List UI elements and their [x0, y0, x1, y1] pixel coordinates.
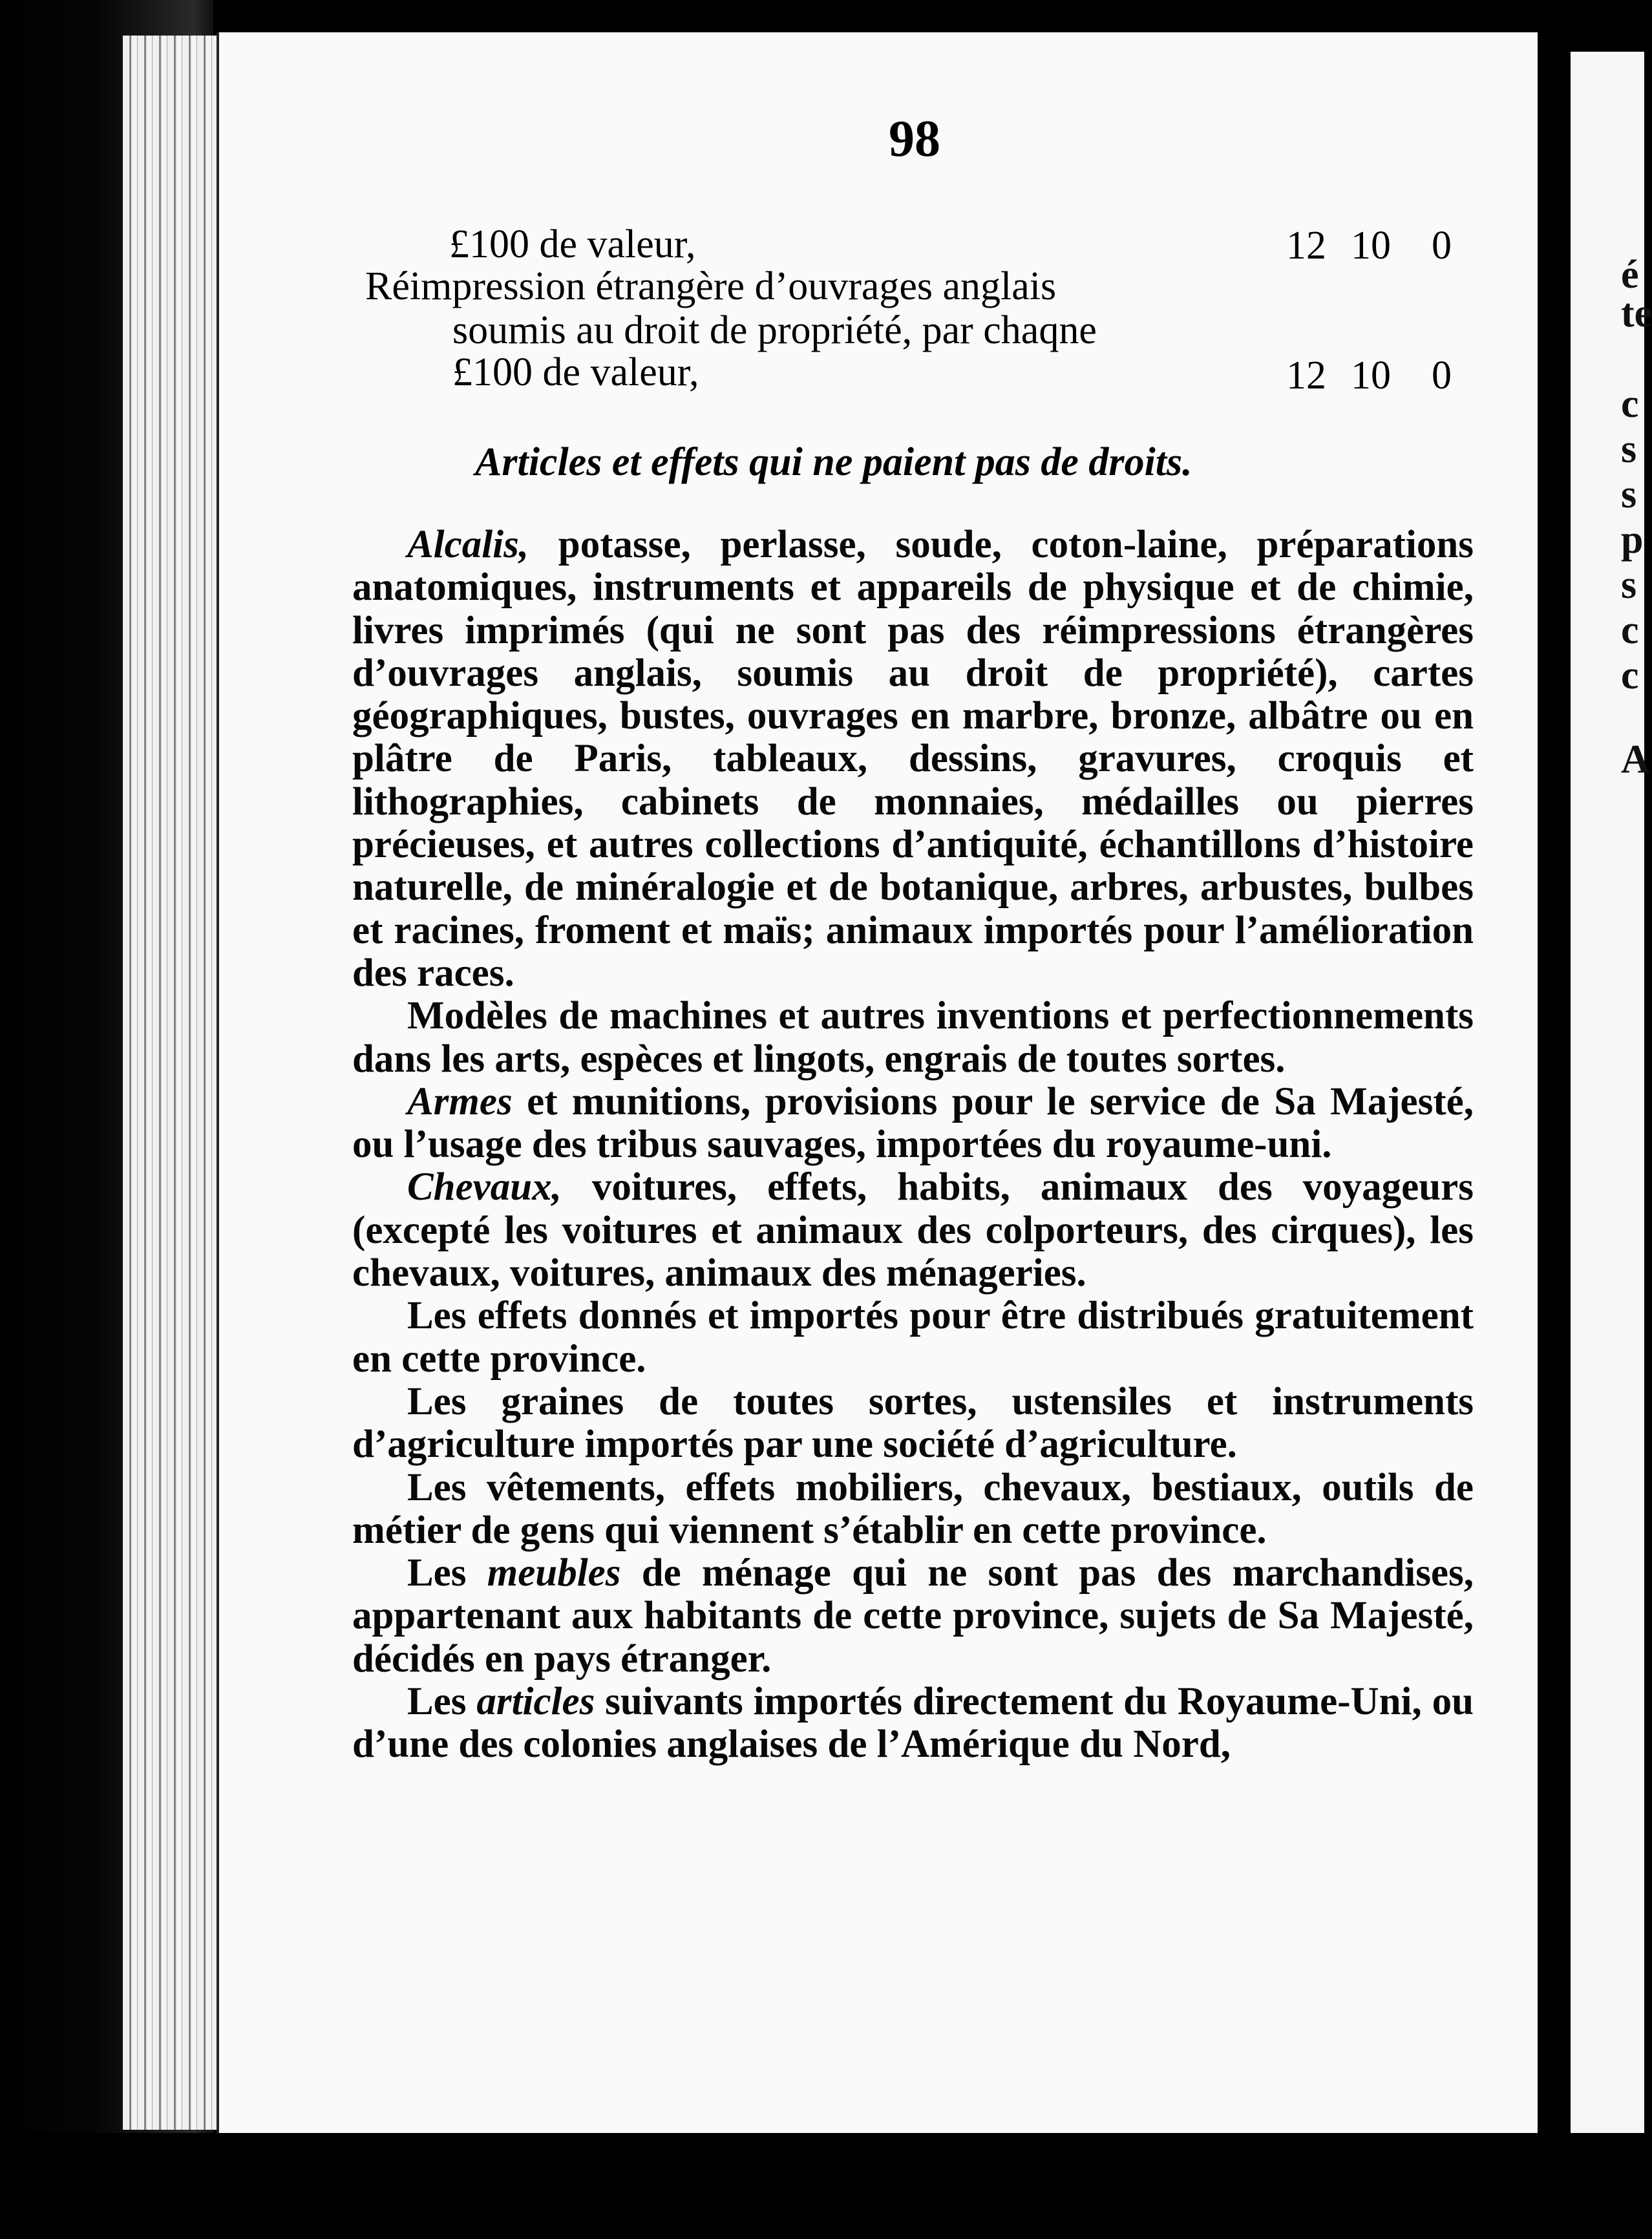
lead-term: Chevaux,: [407, 1165, 562, 1209]
facing-page-fragment: c: [1621, 608, 1639, 652]
lead-term: Alcalis,: [407, 523, 529, 566]
amount-shillings: 10: [1351, 354, 1391, 398]
paragraph-text: Les: [407, 1680, 477, 1724]
duty-line-1: £100 de valeur,: [449, 222, 696, 266]
paragraph-text: voitures, effets, habits, animaux des voyageurs (excepté les voitures et animaux des colporteurs, des cirques), les chevaux, voitures, animaux des ménageries.: [352, 1165, 1474, 1295]
facing-page-fragment: s: [1621, 472, 1637, 516]
paragraph: Les vêtements, effets mobiliers, chevaux, bestiaux, outils de métier de gens qui viennent s’établir en cette province.: [352, 1465, 1474, 1552]
facing-page-fragment: c: [1621, 653, 1639, 697]
paragraph: [352, 1681, 1474, 1767]
bottom-shadow: [0, 2133, 1644, 2239]
emphasized-term: articles: [476, 1680, 595, 1724]
facing-page-fragment: p: [1621, 518, 1644, 562]
paragraph: [352, 1081, 1474, 1167]
duty-line-2: Réimpression étrangère d’ouvrages anglais: [365, 264, 1057, 308]
duty-line-3: soumis au droit de propriété, par chaqne: [452, 308, 1097, 352]
paragraph: [352, 524, 1474, 995]
paragraph: Modèles de machines et autres inventions et perfectionnements dans les arts, espèces et lingots, engrais de toutes sortes.: [352, 994, 1474, 1081]
paragraph-text: de ménage qui ne sont pas des marchandises, appartenant aux habitants de cette province, sujets de Sa Majesté, décidés en pays étranger.: [352, 1551, 1474, 1681]
paragraph: Les effets donnés et importés pour être distribués gratuitement en cette province.: [352, 1294, 1474, 1381]
facing-page-fragment: é: [1621, 253, 1639, 297]
paragraph-text: Les: [407, 1551, 487, 1595]
paragraph: [352, 1552, 1474, 1681]
paragraph-text: potasse, perlasse, soude, coton-laine, préparations anatomiques, instruments et appareils de physique et de chimie, livres imprimés (qui ne sont pas des réimpressions étrangères d’ouvrages anglais, soumis au droit de propriété), cartes géographiques, bustes, ouvrages en marbre, bronze, albâtre ou en plâtre de Paris, tableaux, dessins, gravures, croquis et lithographies, cabinets de monnaies, médailles ou pierres précieuses, et autres collections d’antiquité, échantillons d’histoire naturelle, de minéralogie et de botanique, arbres, arbustes, bulbes et racines, froment et maïs; animaux importés pour l’amélioration des races.: [352, 523, 1474, 995]
amount-pence: 0: [1432, 224, 1452, 268]
amount-pounds: 12: [1286, 224, 1326, 268]
amount-pence: 0: [1432, 354, 1452, 398]
page-number: 98: [889, 111, 940, 167]
paragraph-text: suivants importés directement du Royaume-Uni, ou d’une des colonies anglaises de l’Amérique du Nord,: [352, 1680, 1474, 1767]
body-text: [352, 524, 1474, 1767]
lead-term: Armes: [407, 1079, 513, 1123]
facing-page-fragment: s: [1621, 563, 1637, 607]
facing-page-fragment: te: [1621, 292, 1652, 335]
emphasized-term: meubles: [487, 1551, 621, 1595]
paragraph-text: et munitions, provisions pour le service de Sa Majesté, ou l’usage des tribus sauvages, importées du royaume-uni.: [352, 1079, 1474, 1167]
duty-line-4: £100 de valeur,: [452, 350, 699, 394]
facing-page: [1571, 52, 1652, 2133]
paragraph: [352, 1166, 1474, 1295]
facing-page-fragment: s: [1621, 427, 1637, 471]
facing-page-fragment: A: [1621, 737, 1650, 781]
section-heading: Articles et effets qui ne paient pas de droits.: [475, 440, 1192, 484]
amount-pounds: 12: [1286, 354, 1326, 398]
paragraph: Les graines de toutes sortes, ustensiles et instruments d’agriculture importés par une société d’agriculture.: [352, 1379, 1474, 1467]
facing-page-fragment: c: [1621, 382, 1639, 426]
amount-shillings: 10: [1351, 224, 1391, 268]
